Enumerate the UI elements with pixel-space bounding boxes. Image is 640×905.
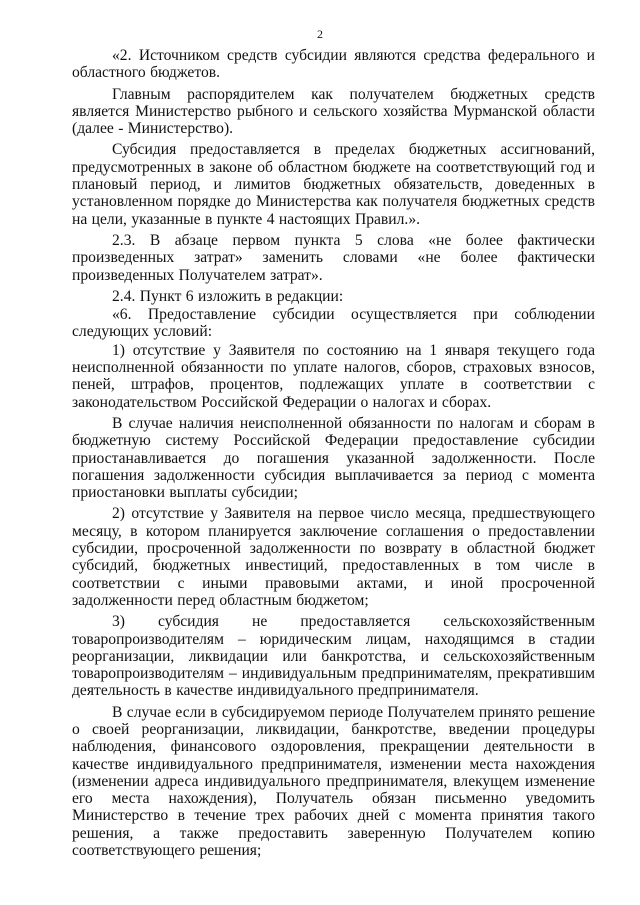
paragraph-chief-administrator: Главным распорядителем как получателем бюджетных средств является Министерство рыбного и сельского хозяйства Мурманской области (далее - Министерство). xyxy=(72,85,595,138)
paragraph-subsidy-source: «2. Источником средств субсидии являются средства федерального и областного бюджетов. xyxy=(72,47,595,82)
paragraph-tax-debt: В случае наличия неисполненной обязанности по налогам и сборам в бюджетную систему Российской Федерации предоставление субсидии приостанавливается до погашения указанной задолженности. После погашения задолженности субсидия выплачивается за период с момента приостановки выплаты субсидии; xyxy=(72,414,595,502)
paragraph-condition-2: 2) отсутствие у Заявителя на первое число месяца, предшествующего месяцу, в котором планируется заключение соглашения о предоставлении субсидии, просроченной задолженности по возврату в областной бюджет субсидий, бюджетных инвестиций, предоставленных в том числе в соответствии с иными правовыми актами, и иной просроченной задолженности перед областным бюджетом; xyxy=(72,505,595,609)
paragraph-budget-limits: Субсидия предоставляется в пределах бюджетных ассигнований, предусмотренных в законе об областном бюджете на соответствующий год и плановый период, и лимитов бюджетных обязательств, доведенных в установленном порядке до Министерства как получателя бюджетных средств на цели, указанные в пункте 4 настоящих Правил.». xyxy=(72,141,595,228)
paragraph-amendment-2-4: 2.4. Пункт 6 изложить в редакции: xyxy=(112,287,344,305)
document-body xyxy=(72,47,595,863)
page-number: 2 xyxy=(317,27,323,41)
paragraph-condition-3: 3) субсидия не предоставляется сельскохозяйственным товаропроизводителям – юридическим лицам, находящимся в стадии реорганизации, ликвидации или банкротства, и сельскохозяйственным товаропроизводителям – индивидуальным предпринимателям, прекратившим деятельность в качестве индивидуального предпринимателя. xyxy=(72,613,595,700)
paragraph-clause-6-intro: «6. Предоставление субсидии осуществляется при соблюдении следующих условий: xyxy=(72,306,595,341)
paragraph-amendment-2-3: 2.3. В абзаце первом пункта 5 слова «не более фактически произведенных затрат» заменить словами «не более фактически произведенных Получателем затрат». xyxy=(72,231,595,284)
paragraph-condition-1: 1) отсутствие у Заявителя по состоянию на 1 января текущего года неисполненной обязанности по уплате налогов, сборов, страховых взносов, пеней, штрафов, процентов, подлежащих уплате в соответствии с законодательством Российской Федерации о налогах и сборах. xyxy=(72,341,595,411)
paragraph-reorganization-notice: В случае если в субсидируемом периоде Получателем принято решение о своей реорганизации, ликвидации, банкротстве, введении процедуры наблюдения, финансового оздоровления, прекращении деятельности в качестве индивидуального предпринимателя, изменении места нахождения (изменении адреса индивидуального предпринимателя, влекущем изменение его места нахождения), Получатель обязан письменно уведомить Министерство в течение трех рабочих дней с момента принятия такого решения, а также предоставить заверенную Получателем копию соответствующего решения; xyxy=(72,703,595,860)
